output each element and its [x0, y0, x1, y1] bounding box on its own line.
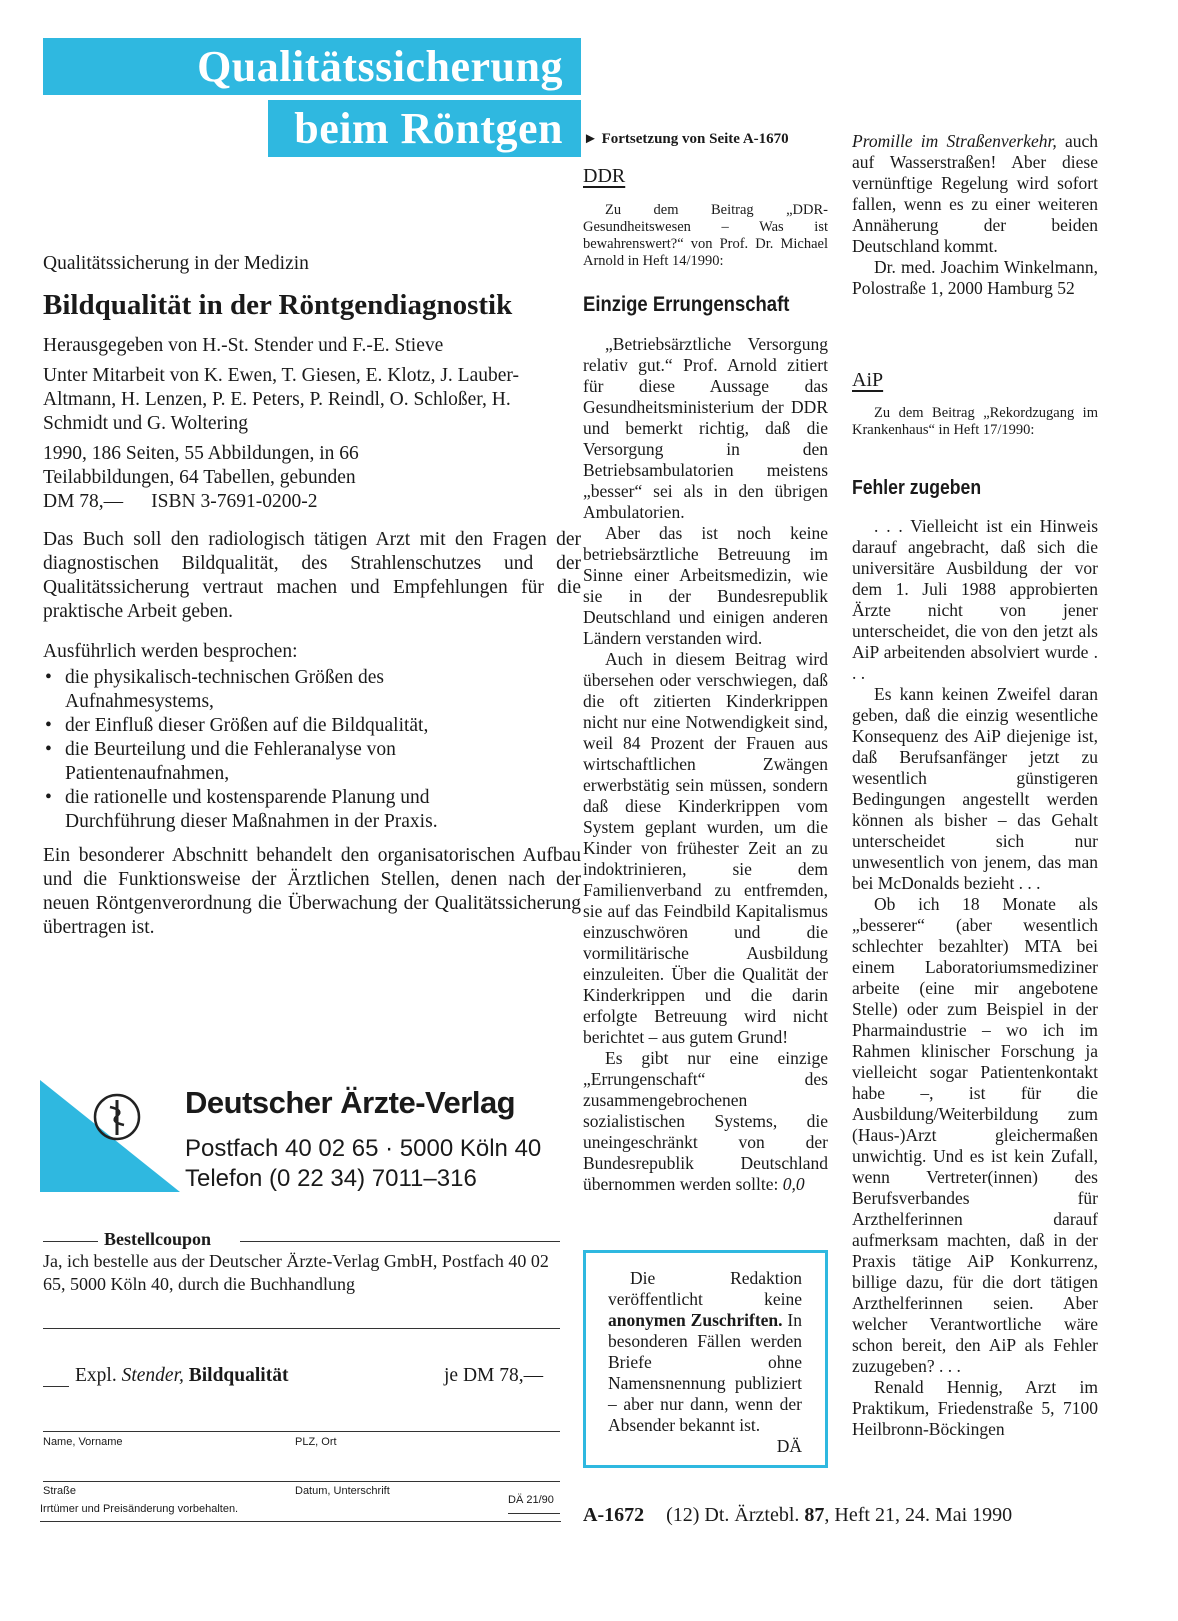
- emphasis: 0,0: [782, 1174, 805, 1194]
- ddr-body: [583, 334, 828, 1195]
- order-price: je DM 78,—: [444, 1365, 544, 1386]
- coupon-blank-line[interactable]: [43, 1328, 560, 1329]
- coupon-heading: Bestellcoupon: [104, 1229, 212, 1249]
- paragraph: . . . Vielleicht ist ein Hinweis darauf angebracht, daß sich die universitäre Ausbildung der vor dem 1. Juli 1988 approbierten Ärzte nicht von jener unterscheidet, die von den jetzt als AiP arbeitenden absolviert wurde . . .: [852, 516, 1098, 683]
- coupon-code: DÄ 21/90: [508, 1494, 554, 1506]
- publisher-name: Deutscher Ärzte-Verlag: [185, 1085, 516, 1120]
- coupon-text: Ja, ich bestelle aus der Deutscher Ärzte-Verlag GmbH, Postfach 40 02 65, 5000 Köln 40, durch die Buchhandlung: [43, 1251, 549, 1294]
- footer-rule: [40, 1521, 561, 1522]
- aesculapius-logo-icon: [92, 1092, 142, 1142]
- ddr-continued: Promille im Straßenverkehr, auch auf Wasserstraßen! Aber diese vernünftige Regelung wird sofort fallen, wenn es zu einer weiteren Annäherung der beiden Deutschland kommt. Dr. med. Joachim Winkelmann, Polostraße 1, 2000 Hamburg 52: [852, 131, 1098, 298]
- paragraph: Es gibt nur eine einzige „Errungenschaft“ des zusammengebrochenen sozialistischen Systems, die uneingeschränkt von der Bundesrepublik Deutschland übernommen werden sollte: 0,0: [583, 1048, 828, 1194]
- topics-lead: Ausführlich werden besprochen:: [43, 641, 298, 662]
- ddr-signature: Dr. med. Joachim Winkelmann, Polostraße 1, 2000 Hamburg 52: [852, 257, 1098, 298]
- book-intro: Das Buch soll den radiologisch tätigen Arzt mit den Fragen der diagnostischen Bildqualität, des Strahlenschutzes und der Qualitätssicherung vertraut machen und Empfehlungen für die praktische Arbeit geben.: [43, 529, 581, 622]
- book-price-line: [43, 490, 317, 514]
- order-line: [75, 1365, 288, 1387]
- page-number: A-1672: [583, 1504, 645, 1526]
- paragraph: Aber das ist noch keine betriebsärztliche Betreuung im Sinne einer Arbeitsmedizin, wie sie in der Bundesrepublik Deutschland und einigen anderen Ländern verstanden wird.: [583, 523, 828, 648]
- editorial-notice: Die Redaktion veröffentlicht keine anonymen Zuschriften. In besonderen Fällen werden Briefe ohne Namensnennung publiziert – aber nur dann, wenn der Absender bekannt ist. DÄ: [608, 1268, 802, 1456]
- quantity-field[interactable]: [43, 1386, 69, 1387]
- aip-headline: Fehler zugeben: [852, 477, 982, 499]
- plz-label: PLZ, Ort: [295, 1436, 337, 1448]
- book-closing: Ein besonderer Abschnitt behandelt den organisatorischen Aufbau und die Funktionsweise der Ärztlichen Stellen, denen nach der neuen Röntgenverordnung die Überwachung der Qualitätssicherung übertragen ist.: [43, 845, 581, 938]
- street-field-line[interactable]: [43, 1481, 560, 1482]
- code-rule: [508, 1513, 560, 1514]
- list-item: • die physikalisch-technischen Größen des Aufnahmesystems,: [43, 666, 513, 714]
- street-label: Straße: [43, 1485, 77, 1497]
- banner-title-line1: Qualitätssicherung: [43, 38, 581, 95]
- order-book: Bildqualität: [188, 1365, 289, 1386]
- paragraph: Es kann keinen Zweifel daran geben, daß die einzig wesentliche Konsequenz des AiP diejenige ist, daß Berufsanfänger jetzt zu wesentlich günstigeren Bedingungen angestellt werden können als bisher – das Gehalt unterscheidet sich nur unwesentlich von jenem, das man bei McDonalds bezieht . . .: [852, 684, 1098, 893]
- emphasis: Promille im Straßenverkehr,: [852, 131, 1057, 151]
- coupon-rule-left: [43, 1241, 98, 1242]
- date-label: Datum, Unterschrift: [295, 1485, 390, 1497]
- book-series: Qualitätssicherung in der Medizin: [43, 253, 309, 274]
- disclaimer: Irrtümer und Preisänderung vorbehalten.: [40, 1503, 239, 1515]
- expl-label: Expl.: [75, 1365, 117, 1386]
- notice-sign: DÄ: [776, 1436, 802, 1456]
- publisher-phone: Telefon (0 22 34) 7011–316: [185, 1165, 477, 1192]
- arrow-right-icon: ►: [583, 131, 598, 147]
- continued-note: ► Fortsetzung von Seite A-1670: [583, 131, 789, 147]
- footer: A-1672 (12) Dt. Ärztebl. 87, Heft 21, 24. Mai 1990: [583, 1504, 1013, 1526]
- paragraph: Auch in diesem Beitrag wird übersehen oder verschwiegen, daß die oft zitierten Kinderkrippen nicht nur eine Notwendigkeit sind, weil 84 Prozent der Frauen aus wirtschaftlichen Zwängen erwerbstätig sein müssen, sondern daß diese Kinderkrippen vom System geplant wurden, um die Kinder von frühester Zeit an zu indoktrinieren, sie dem Familienverband zu entfremden, sie auf das Feindbild Kapitalismus einzuschwören und die vormilitärische Ausbildung einzuleiten. Über die Qualität der Kinderkrippen und die darin erfolgte Betreuung wird nicht berichtet – aus gutem Grund!: [583, 649, 828, 1047]
- aip-signature: Renald Hennig, Arzt im Praktikum, Friedenstraße 5, 7100 Heilbronn-Böckingen: [852, 1377, 1098, 1439]
- kicker-ddr: DDR: [583, 165, 626, 187]
- name-label: Name, Vorname: [43, 1436, 123, 1448]
- book-price: DM 78,—: [43, 491, 124, 512]
- topics-list: [43, 666, 513, 834]
- ddr-reference: Zu dem Beitrag „DDR-Gesundheitswesen – Was ist bewahrenswert?“ von Prof. Dr. Michael Arnold in Heft 14/1990:: [583, 202, 828, 269]
- paragraph: Ob ich 18 Monate als „besserer“ (aber wesentlich schlechter bezahlter) MTA bei einem Laboratoriumsmediziner arbeite (eine mir angebotene Stelle) oder zum Beispiel in der Pharmaindustrie – wo ich im Rahmen klinischer Forschung ja vielleicht sogar Patientenkontakt habe –, ist für die Ausbildung/Weiterbildung zum (Haus-)Arzt gleichermaßen unwichtig. Und es ist kein Zufall, wenn Vertreter(innen) des Berufsverbandes für Arzthelferinnen darauf aufmerksam machten, daß in der Praxis tätige AiP Konkurrenz, billige dazu, für die dort tätigen Arzthelferinnen seien. Aber welcher Verantwortliche wäre schon bereit, den AiP als Fehler zuzugeben? . . .: [852, 894, 1098, 1376]
- notice-emphasis: anonymen Zuschriften.: [608, 1310, 783, 1330]
- book-isbn: ISBN 3-7691-0200-2: [151, 491, 318, 512]
- aip-reference: Zu dem Beitrag „Rekordzugang im Krankenhaus“ in Heft 17/1990:: [852, 405, 1098, 438]
- aip-body: [852, 516, 1098, 1440]
- list-item: • der Einfluß dieser Größen auf die Bildqualität,: [43, 714, 513, 738]
- banner-title-line2: beim Röntgen: [268, 100, 581, 157]
- book-details: 1990, 186 Seiten, 55 Abbildungen, in 66 Teilabbildungen, 64 Tabellen, gebunden: [43, 443, 359, 488]
- order-author: Stender,: [121, 1365, 184, 1386]
- name-field-line[interactable]: [43, 1431, 560, 1432]
- ddr-headline: Einzige Errungenschaft: [583, 293, 790, 316]
- list-item: • die Beurteilung und die Fehleranalyse von Patientenaufnahmen,: [43, 738, 513, 786]
- book-editors: Herausgegeben von H.-St. Stender und F.-E. Stieve: [43, 335, 444, 356]
- book-title: Bildqualität in der Röntgendiagnostik: [43, 289, 513, 321]
- kicker-aip: AiP: [852, 369, 884, 391]
- volume: 87: [804, 1504, 825, 1526]
- coupon-rule-right: [240, 1241, 560, 1242]
- book-contributors: Unter Mitarbeit von K. Ewen, T. Giesen, E. Klotz, J. Lauber-Altmann, H. Lenzen, P. E. Peters, P. Reindl, O. Schloßer, H. Schmidt und G. Woltering: [43, 365, 519, 434]
- list-item: • die rationelle und kostensparende Planung und Durchführung dieser Maßnahmen in der Praxis.: [43, 786, 513, 834]
- publisher-address: Postfach 40 02 65 · 5000 Köln 40: [185, 1135, 542, 1162]
- paragraph: „Betriebsärztliche Versorgung relativ gut.“ Prof. Arnold zitiert für diese Aussage das Gesundheitsministerium der DDR und bemerkt richtig, daß die Versorgung in den Betriebsambulatorien meistens „besser“ sei als in den übrigen Ambulatorien.: [583, 334, 828, 522]
